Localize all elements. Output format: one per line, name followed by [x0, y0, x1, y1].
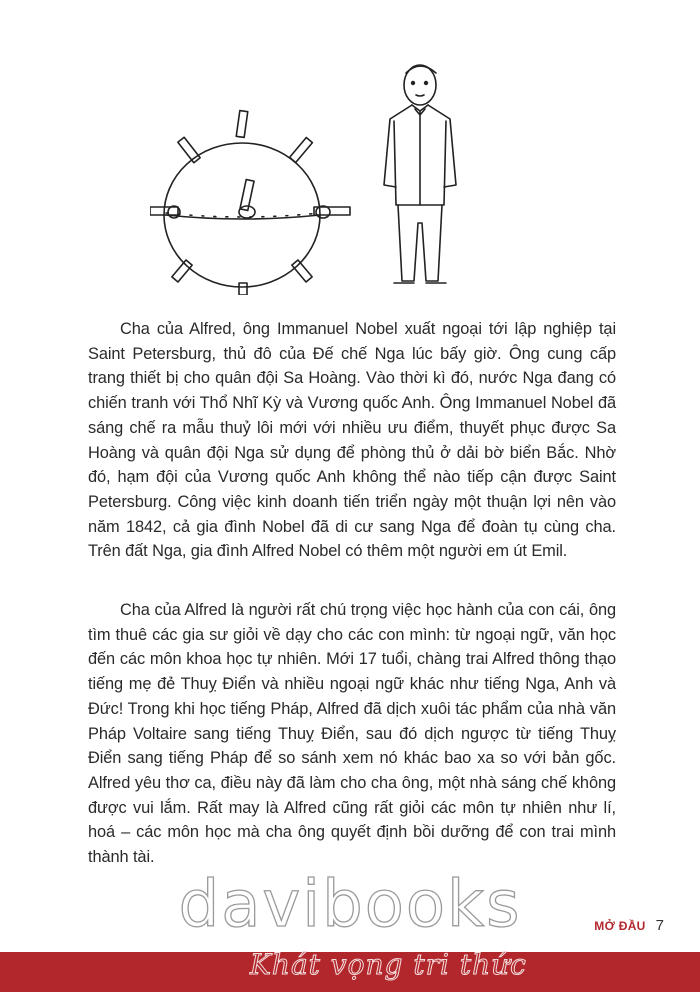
- body-paragraph-1: Cha của Alfred, ông Immanuel Nobel xuất ngoại tới lập nghiệp tại Saint Petersburg, thủ đô của Đế chế Nga lúc bấy giờ. Ông cung cấp trang thiết bị cho quân đội Sa Hoàng. Vào thời kì đó, nước Nga đang có chiến tranh với Thổ Nhĩ Kỳ và Vương quốc Anh. Ông Immanuel Nobel đã sáng chế ra mẫu thuỷ lôi mới với nhiều ưu điểm, thuyết phục được Sa Hoàng và quân đội Nga sử dụng để phòng thủ ở dải bờ biển Bắc. Nhờ đó, hạm đội của Vương quốc Anh không thể nào tiếp cận được Saint Petersburg. Công việc kinh doanh tiến triển ngày một thuận lợi nên vào năm 1842, cả gia đình Nobel đã di cư sang Nga để đoàn tụ cùng cha. Trên đất Nga, gia đình Alfred Nobel có thêm một người em út Emil.: [88, 320, 616, 561]
- watermark-brand: davibooks: [178, 868, 522, 942]
- man-in-suit-icon: [384, 65, 456, 283]
- naval-mine-icon: [150, 111, 350, 295]
- page-number: 7: [655, 917, 664, 934]
- page-footer: [594, 917, 664, 934]
- section-label: MỞ ĐẦU: [594, 919, 646, 933]
- watermark-tagline: Khát vọng tri thức: [250, 948, 527, 981]
- body-paragraph-2: Cha của Alfred là người rất chú trọng việc học hành của con cái, ông tìm thuê các gia sư giỏi về dạy cho các con mình: từ ngoại ngữ, văn học đến các môn khoa học tự nhiên. Mới 17 tuổi, chàng trai Alfred thông thạo tiếng mẹ đẻ Thuỵ Điển và nhiều ngoại ngữ khác như tiếng Nga, Anh và Đức! Trong khi học tiếng Pháp, Alfred đã dịch xuôi tác phẩm của nhà văn Pháp Voltaire sang tiếng Thuỵ Điển, sau đó dịch ngược từ tiếng Thuỵ Điển sang tiếng Pháp để so sánh xem nó khác bao xa so với bản gốc. Alfred yêu thơ ca, điều này đã làm cho cha ông, một nhà sáng chế không được vui lắm. Rất may là Alfred cũng rất giỏi các môn tự nhiên như lí, hoá – các môn học mà cha ông quyết định bồi dưỡng để con trai mình thành tài.: [88, 601, 616, 867]
- naval-mine-and-man-illustration: [150, 55, 480, 295]
